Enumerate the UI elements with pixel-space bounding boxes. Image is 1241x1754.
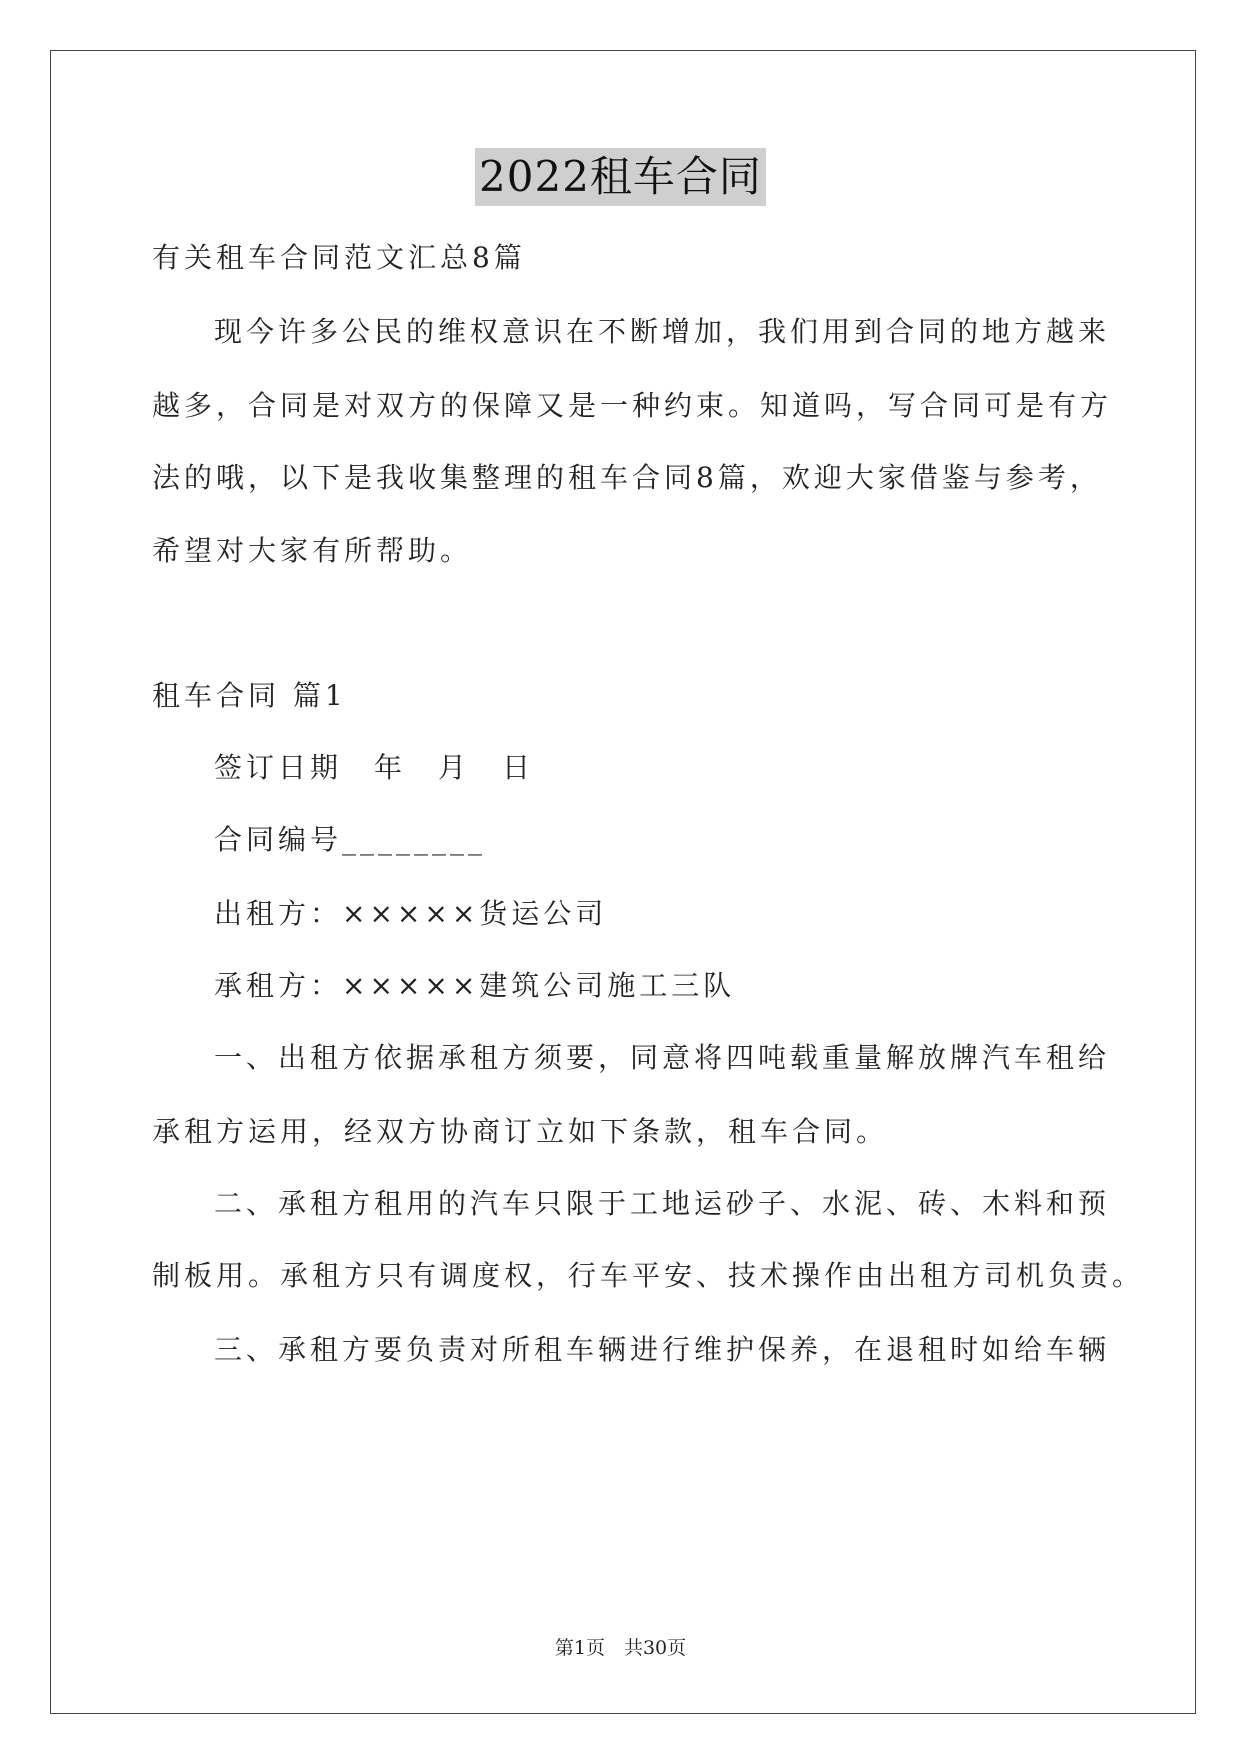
clause2-line-1: 二、承租方租用的汽车只限于工地运砂子、水泥、砖、木料和预	[214, 1187, 1111, 1220]
sign-date: 签订日期 年 月 日	[214, 751, 535, 784]
clause1-line-2: 承租方运用，经双方协商订立如下条款，租车合同。	[152, 1115, 889, 1148]
document-title: 2022租车合同	[475, 148, 766, 206]
lessor-line: 出租方：×××××货运公司	[214, 897, 608, 930]
intro-line-2: 越多，合同是对双方的保障又是一种约束。知道吗，写合同可是有方	[152, 389, 1113, 422]
intro-line-3: 法的哦，以下是我收集整理的租车合同8篇，欢迎大家借鉴与参考，	[152, 461, 1102, 494]
intro-line-1: 现今许多公民的维权意识在不断增加，我们用到合同的地方越来	[214, 315, 1111, 348]
document-subtitle: 有关租车合同范文汇总8篇	[152, 241, 526, 274]
clause1-line-1: 一、出租方依据承租方须要，同意将四吨载重量解放牌汽车租给	[214, 1041, 1111, 1074]
document-title-wrap	[0, 148, 1241, 206]
clause3-line-1: 三、承租方要负责对所租车辆进行维护保养，在退租时如给车辆	[214, 1333, 1111, 1366]
page-footer: 第1页 共30页	[554, 1637, 687, 1659]
clause2-line-2: 制板用。承租方只有调度权，行车平安、技术操作由出租方司机负责。	[152, 1259, 1145, 1292]
section-heading: 租车合同 篇1	[152, 679, 347, 712]
intro-line-4: 希望对大家有所帮助。	[152, 534, 473, 567]
page-border	[50, 50, 1196, 1714]
contract-number: 合同编号________	[214, 823, 487, 856]
lessee-line: 承租方：×××××建筑公司施工三队	[214, 969, 736, 1002]
